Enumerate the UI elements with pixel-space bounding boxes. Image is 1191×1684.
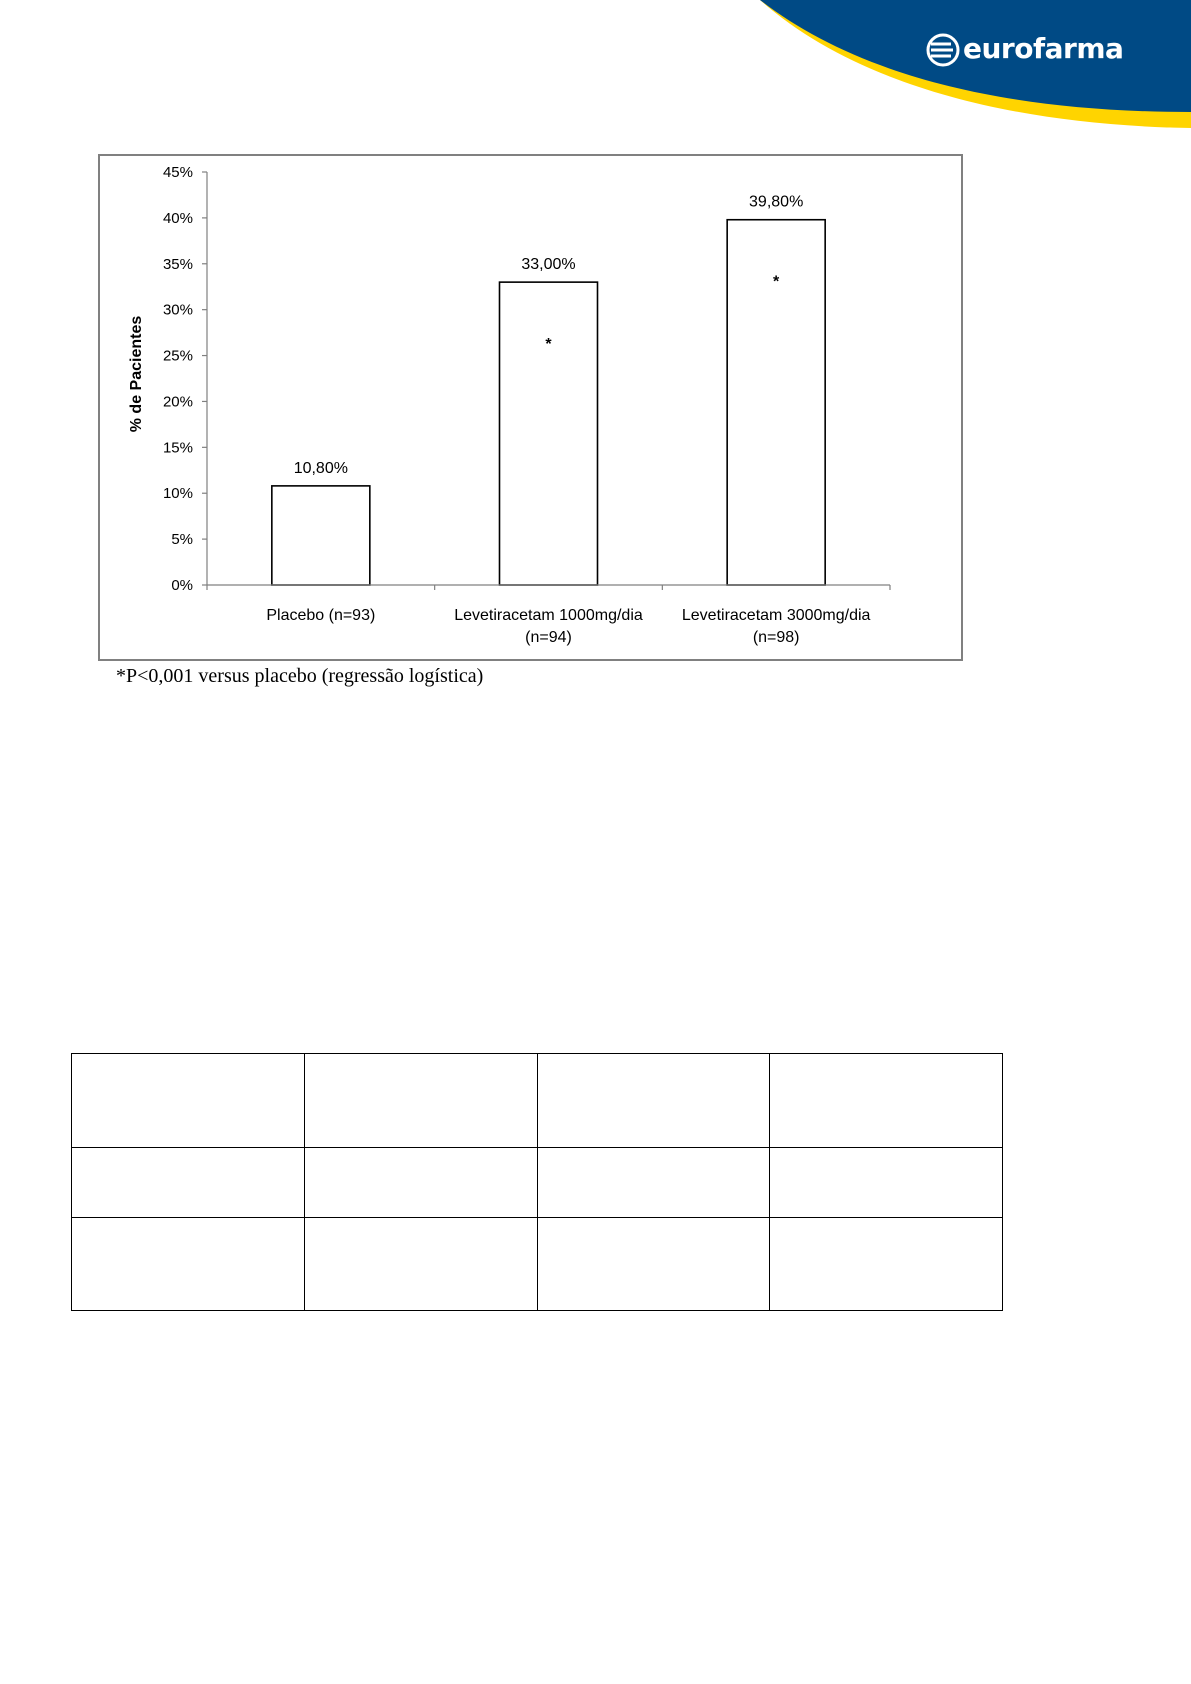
y-tick-label: 10% <box>162 485 193 503</box>
table-row <box>72 1054 1003 1148</box>
table-cell <box>537 1054 770 1148</box>
table-body <box>72 1054 1003 1311</box>
y-tick-label: 25% <box>162 347 193 365</box>
x-tick-label: (n=98) <box>752 629 800 646</box>
significance-marker: * <box>773 273 780 291</box>
y-tick-label: 15% <box>162 439 193 457</box>
y-tick-label: 5% <box>171 531 193 549</box>
table-cell <box>72 1054 305 1148</box>
table-cell <box>537 1148 770 1218</box>
table-cell <box>770 1054 1003 1148</box>
y-tick-label: 30% <box>162 301 193 319</box>
logo-text: eurofarma <box>963 32 1124 65</box>
table-cell <box>304 1054 537 1148</box>
y-tick-label: 45% <box>162 164 193 181</box>
y-tick-label: 40% <box>162 209 193 227</box>
bar-chart <box>100 156 961 659</box>
header-brand-wave <box>0 0 1191 140</box>
significance-marker: * <box>545 336 552 354</box>
table-cell <box>770 1148 1003 1218</box>
eurofarma-logo <box>925 30 1145 70</box>
data-table <box>71 1053 1003 1311</box>
table-cell <box>537 1218 770 1311</box>
table-cell <box>304 1148 537 1218</box>
y-tick-label: 20% <box>162 393 193 411</box>
table-row <box>72 1218 1003 1311</box>
table-cell <box>770 1218 1003 1311</box>
x-tick-label: Levetiracetam 3000mg/dia <box>681 607 871 624</box>
y-tick-label: 0% <box>171 577 193 594</box>
y-axis-ticks <box>163 164 207 594</box>
bar-value-label: 33,00% <box>521 256 576 274</box>
x-axis-ticks <box>207 585 890 646</box>
bars <box>272 194 825 585</box>
table-cell <box>304 1218 537 1311</box>
chart-frame <box>98 154 963 661</box>
table-row <box>72 1148 1003 1218</box>
table-cell <box>72 1218 305 1311</box>
y-axis-label: % de Pacientes <box>128 315 145 433</box>
globe-logo-icon <box>925 32 961 68</box>
bar <box>272 486 370 585</box>
chart-footnote: *P<0,001 versus placebo (regressão logística) <box>116 665 484 687</box>
bar-value-label: 39,80% <box>749 193 804 211</box>
x-tick-label: Levetiracetam 1000mg/dia <box>454 607 643 624</box>
x-tick-label: (n=94) <box>525 629 572 646</box>
bar <box>500 282 598 585</box>
y-tick-label: 35% <box>162 255 193 273</box>
bar-value-label: 10,80% <box>293 459 348 477</box>
table-cell <box>72 1148 305 1218</box>
x-tick-label: Placebo (n=93) <box>266 607 376 624</box>
